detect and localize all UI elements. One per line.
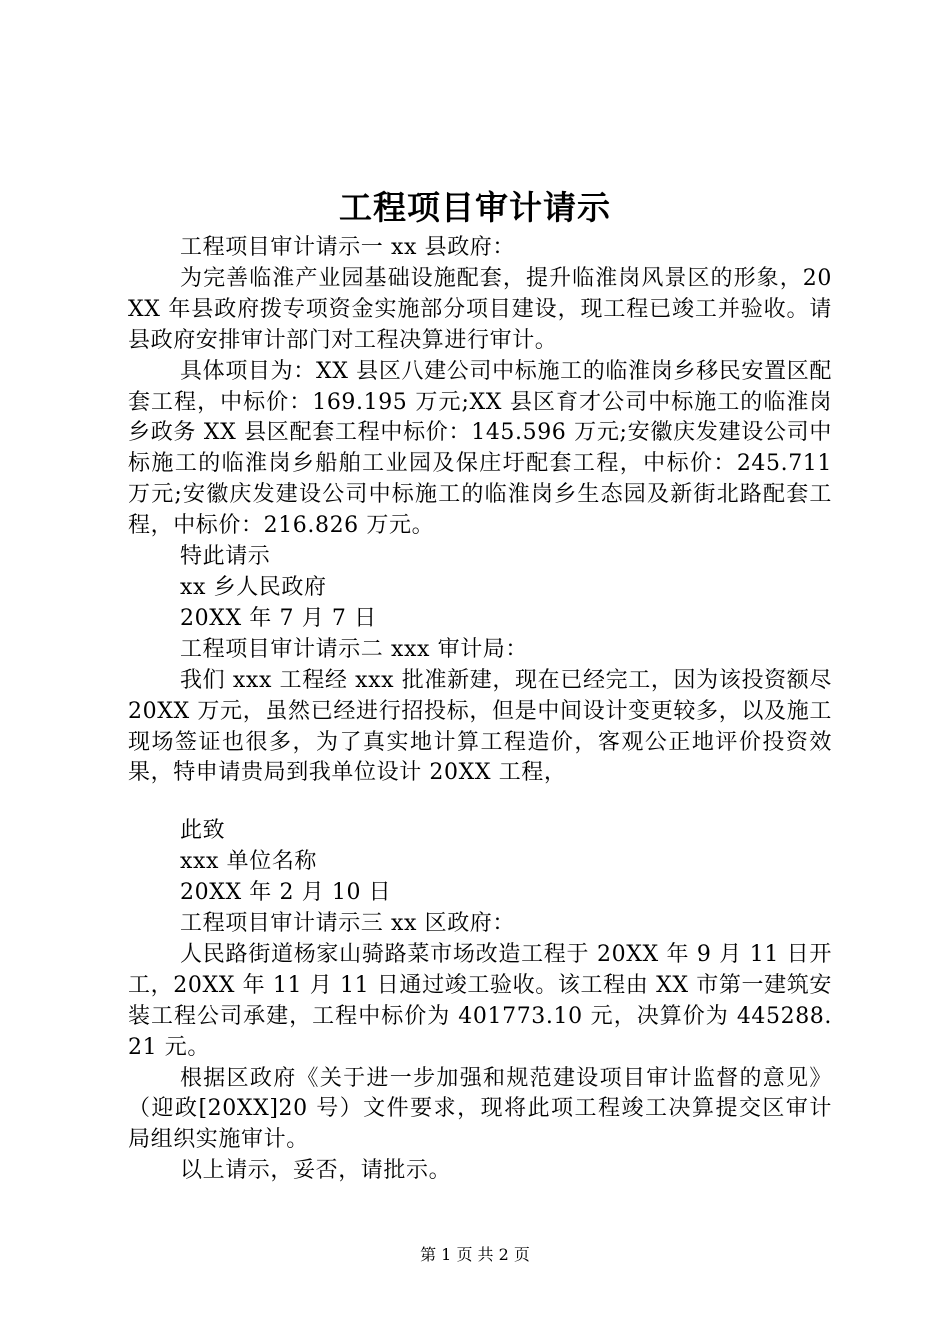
paragraph-request-two-date: 20XX 年 2 月 10 日 xyxy=(180,880,392,906)
paragraph-request-two-closing: 此致 xyxy=(180,818,226,844)
paragraph-request-one-closing: 特此请示 xyxy=(180,544,271,570)
paragraph-request-two-heading: 工程项目审计请示二 xxx 审计局： xyxy=(180,636,529,662)
paragraph-request-one-projects: 具体项目为：XX 县区八建公司中标施工的临淮岗乡移民安置区配套工程，中标价：169.195 万元;XX 县区育才公司中标施工的临淮岗乡政务 XX 县区配套工程中标价：145.596 万元;安徽庆发建设公司中标施工的临淮岗乡船舶工业园及保庄圩配套工程，中标价：245.711 万元;安徽庆发建设公司中标施工的临淮岗乡生态园及新街北路配套工程，中标价：216.826 万元。 xyxy=(128,358,832,539)
paragraph-request-one-heading: 工程项目审计请示一 xx 县政府： xyxy=(180,235,516,260)
paragraph-request-three-basis: 根据区政府《关于进一步加强和规范建设项目审计监督的意见》（迎政[20XX]20 号）文件要求，现将此项工程竣工决算提交区审计局组织实施审计。 xyxy=(128,1065,832,1153)
paragraph-request-one-sender: xx 乡人民政府 xyxy=(180,574,327,600)
paragraph-request-three-heading: 工程项目审计请示三 xx 区政府： xyxy=(180,911,516,937)
blank-line xyxy=(128,789,832,816)
paragraph-request-two-body: 我们 xxx 工程经 xxx 批准新建，现在已经完工，因为该投资额尽 20XX 万元，虽然已经进行招投标，但是中间设计变更较多，以及施工现场签证也很多，为了真实地计算工程造价，客观公正地评价投资效果，特申请贵局到我单位设计 20XX 工程， xyxy=(128,667,832,786)
paragraph-request-one-purpose: 为完善临淮产业园基础设施配套，提升临淮岗风景区的形象，20XX 年县政府拨专项资金实施部分项目建设，现工程已竣工并验收。请县政府安排审计部门对工程决算进行审计。 xyxy=(128,265,832,353)
paragraph-request-three-project: 人民路街道杨家山骑路菜市场改造工程于 20XX 年 9 月 11 日开工，20XX 年 11 月 11 日通过竣工验收。该工程由 XX 市第一建筑安装工程公司承建，工程中标价为 401773.10 元，决算价为 445288.21 元。 xyxy=(128,941,832,1060)
paragraph-request-one-date: 20XX 年 7 月 7 日 xyxy=(180,605,377,631)
paragraph-request-two-sender: xxx 单位名称 xyxy=(180,849,318,875)
document-body xyxy=(128,233,832,1187)
paragraph-request-three-closing: 以上请示，妥否，请批示。 xyxy=(180,1158,452,1184)
page-footer: 第 1 页 共 2 页 xyxy=(420,1245,530,1264)
document-title: 工程项目审计请示 xyxy=(339,188,611,227)
